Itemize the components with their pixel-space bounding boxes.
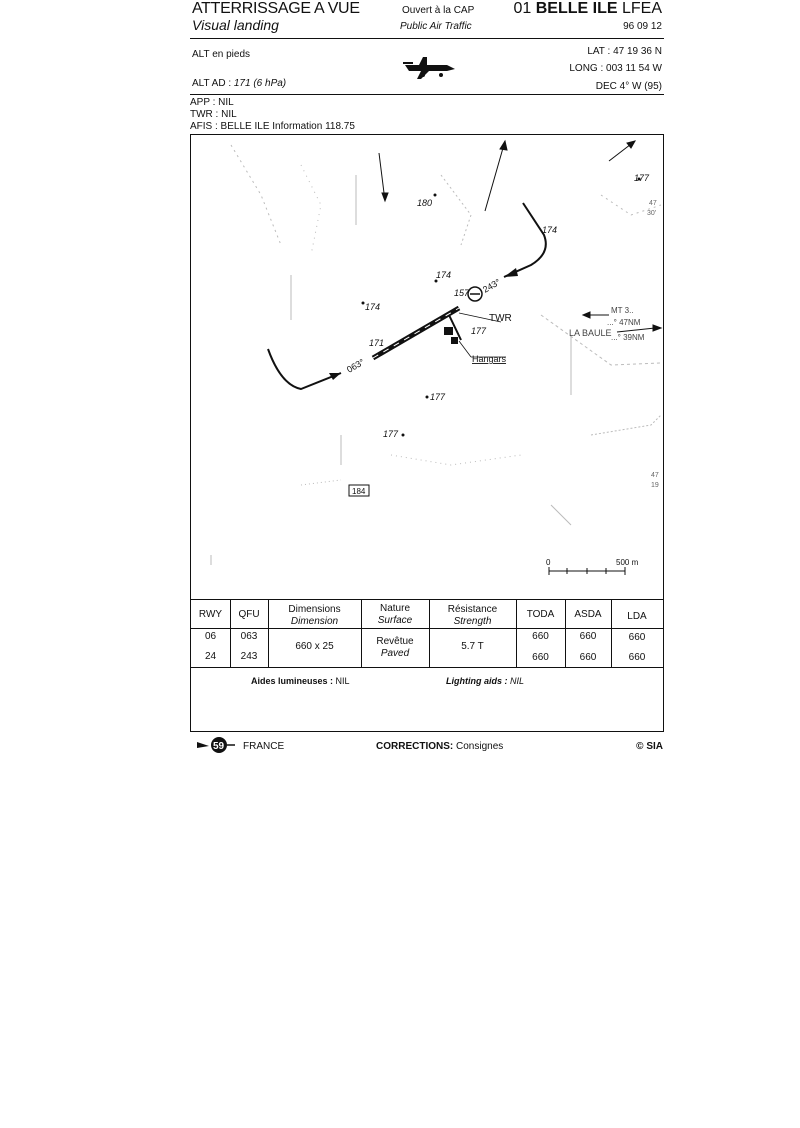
table-row-06-asda: 660 xyxy=(579,631,597,642)
alt-ad-value: 171 (6 hPa) xyxy=(233,78,287,89)
elev-174-left-label: 174 xyxy=(365,302,381,312)
aerodrome-altitude xyxy=(192,78,286,89)
coord-47-label: 47 xyxy=(649,200,657,207)
chart-title-french: ATTERRISSAGE A VUE xyxy=(192,0,360,17)
footer-corrections: CORRECTIONS: Consignes xyxy=(376,741,504,752)
col-strength-header-fr: Résistance xyxy=(447,604,498,615)
runway-surface-fr: Revêtue xyxy=(376,636,414,647)
lighting-aids-english: Lighting aids : NIL xyxy=(446,676,525,686)
col-dimensions-header-en: Dimension xyxy=(290,616,339,627)
chart-title-english: Visual landing xyxy=(192,17,279,33)
table-row-24-asda: 660 xyxy=(579,652,597,663)
twr-service: TWR : NIL xyxy=(190,109,237,120)
svg-text:59: 59 xyxy=(213,741,225,752)
table-row-24-qfu: 243 xyxy=(240,651,258,662)
traffic-status-french: Ouvert à la CAP xyxy=(402,5,475,16)
table-row-06-rwy: 06 xyxy=(204,631,217,642)
col-dimensions-header-fr: Dimensions xyxy=(288,604,341,615)
table-row-06-toda: 660 xyxy=(532,631,549,642)
la-baule-distance-label: ...° 39NM xyxy=(611,333,645,342)
afis-service: AFIS : BELLE ILE Information 118.75 xyxy=(190,121,355,132)
table-row-24-rwy: 24 xyxy=(204,651,217,662)
elev-177-ne-label: 177 xyxy=(634,173,650,183)
twr-label: TWR xyxy=(489,313,512,324)
elev-177-mid-label: 177 xyxy=(430,392,446,402)
chart-date: 96 09 12 xyxy=(623,21,662,32)
heading-243-label: 243° xyxy=(481,276,503,295)
circuit-track-063 xyxy=(268,349,341,389)
hangars-label: Hangars xyxy=(472,354,507,364)
scale-500m-label: 500 m xyxy=(616,558,639,567)
scale-bar xyxy=(549,567,625,575)
airplane-icon xyxy=(401,55,459,86)
traffic-status-english: Public Air Traffic xyxy=(400,21,472,32)
sia-logo-icon xyxy=(195,736,235,759)
col-asda-header: ASDA xyxy=(574,609,602,620)
elev-157-label: 157 xyxy=(454,288,470,298)
table-header-divider xyxy=(191,628,663,629)
col-strength-header-en: Strength xyxy=(453,616,492,627)
col-rwy-header: RWY xyxy=(198,609,223,620)
col-toda-header: TODA xyxy=(526,609,555,620)
footer-copyright: © SIA xyxy=(636,741,663,752)
header-divider xyxy=(190,38,664,39)
info-divider xyxy=(190,94,664,95)
magnetic-declination: DEC 4° W (95) xyxy=(595,81,662,92)
aerodrome-identifier xyxy=(514,0,663,18)
aerodrome-map xyxy=(190,134,664,600)
elev-177-twr-label: 177 xyxy=(471,326,487,336)
spot-elevations xyxy=(362,178,641,437)
runway-surface-en: Paved xyxy=(380,648,410,659)
footer-country: FRANCE xyxy=(243,741,285,752)
elev-171-label: 171 xyxy=(369,338,385,348)
table-row-24-lda: 660 xyxy=(628,652,646,663)
coord-19-label: 19 xyxy=(651,482,659,489)
runway-dimensions: 660 x 25 xyxy=(295,641,334,652)
runway-characteristics-table xyxy=(190,600,664,668)
col-qfu-header: QFU xyxy=(238,609,260,620)
elev-180-label: 180 xyxy=(417,198,433,208)
elev-177-low-label: 177 xyxy=(383,429,399,439)
mt-direction-label: MT 3.. xyxy=(611,306,634,315)
map-drawing xyxy=(191,135,665,601)
col-surface-header-fr: Nature xyxy=(379,603,410,614)
lighting-aids-box xyxy=(190,668,664,732)
altitude-unit: ALT en pieds xyxy=(192,49,251,60)
icao-code: LFEA xyxy=(621,0,662,17)
elev-174-right-label: 174 xyxy=(542,225,558,235)
coord-47b-label: 47 xyxy=(651,472,659,479)
table-row-06-lda: 660 xyxy=(628,632,646,643)
alt-ad-label: ALT AD : xyxy=(192,78,232,89)
chart-number: 01 xyxy=(513,0,532,17)
aerodrome-name: BELLE ILE xyxy=(535,0,618,17)
la-baule-label: LA BAULE xyxy=(569,328,612,338)
distance-47nm-label: ...° 47NM xyxy=(607,318,641,327)
col-surface-header-en: Surface xyxy=(377,615,413,626)
runway-strength: 5.7 T xyxy=(461,641,484,652)
heading-063-label: 063° xyxy=(345,356,367,375)
hangar-building xyxy=(444,327,453,335)
longitude: LONG : 003 11 54 W xyxy=(569,63,662,74)
app-service: APP : NIL xyxy=(190,97,234,108)
scale-zero-label: 0 xyxy=(546,558,551,567)
elev-184-label: 184 xyxy=(352,487,366,496)
latitude: LAT : 47 19 36 N xyxy=(587,46,662,57)
coord-30-label: 30' xyxy=(647,210,657,217)
lighting-aids-french: Aides lumineuses : NIL xyxy=(251,676,350,686)
terrain-lines xyxy=(211,145,661,565)
circuit-track-243 xyxy=(504,203,546,277)
table-row-06-qfu: 063 xyxy=(240,631,258,642)
col-lda-header: LDA xyxy=(627,611,647,622)
table-row-24-toda: 660 xyxy=(532,652,549,663)
elev-174-top-label: 174 xyxy=(436,270,452,280)
